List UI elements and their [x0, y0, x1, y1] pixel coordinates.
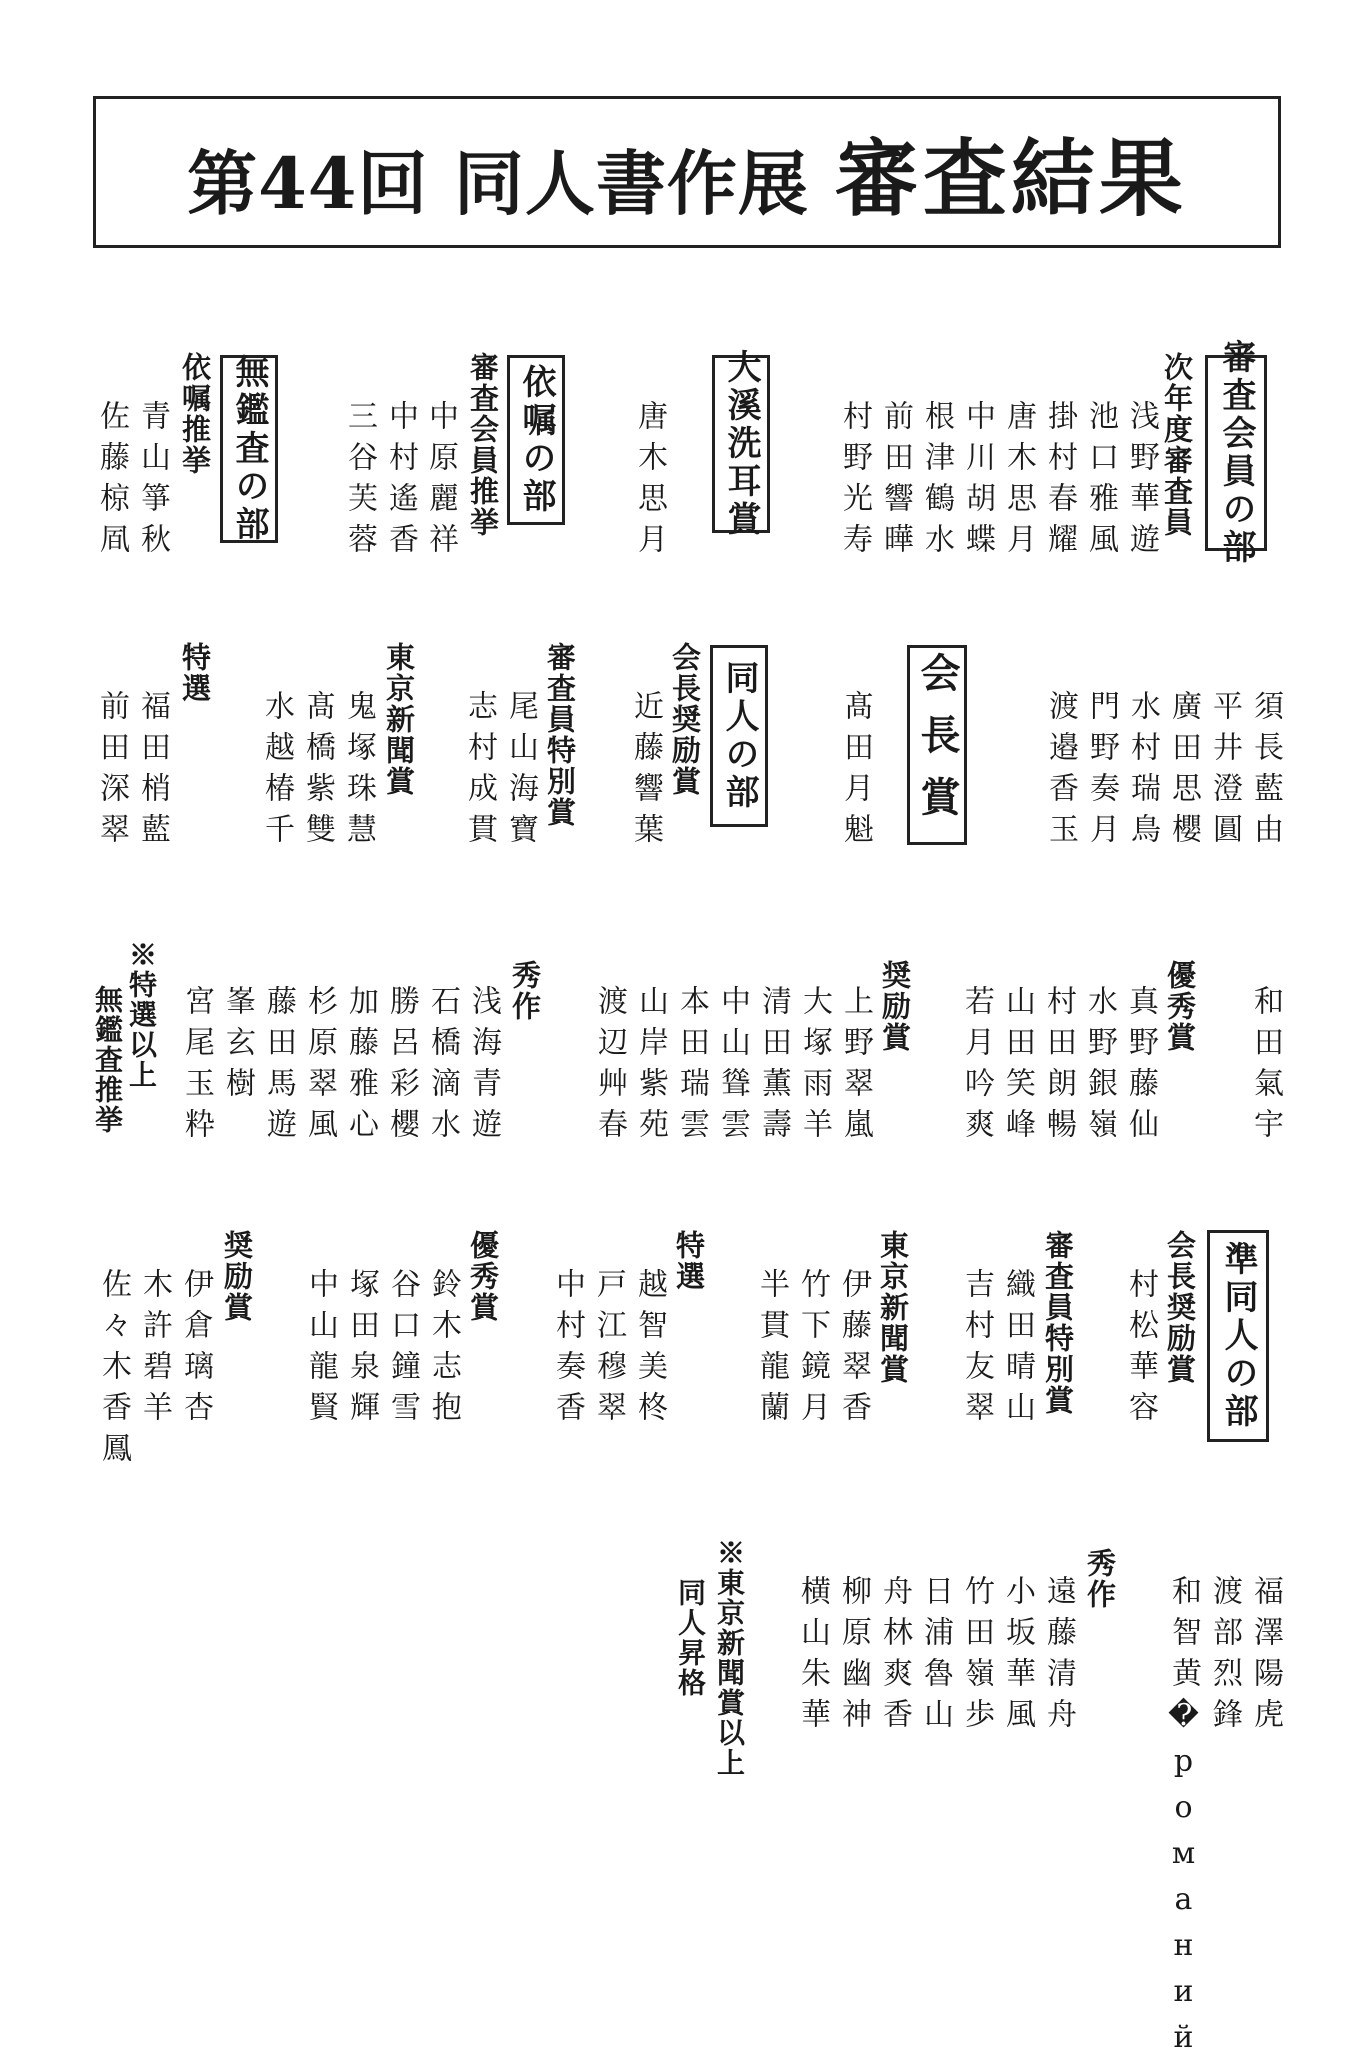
page-title	[187, 112, 1187, 233]
name-entry: 唐木思月	[632, 400, 667, 564]
name-entry: 宮尾玉粋	[179, 985, 214, 1149]
name-entry: 小坂華風	[1000, 1575, 1035, 1739]
award-jinendo-shinsain: 次年度審査員	[1160, 352, 1194, 538]
name-entry: 竹田嶺歩	[959, 1575, 994, 1739]
name-entry: 木許碧羊	[137, 1268, 172, 1432]
name-entry: 志村成貫	[462, 690, 497, 854]
name-entry: 唐木思月	[1001, 400, 1036, 564]
award-shinsain-tokubetsusho: 審査員特別賞	[543, 642, 577, 828]
name-entry: 村田朗暢	[1041, 985, 1076, 1149]
award-yushusho: 優秀賞	[1163, 960, 1197, 1053]
name-entry: 若月吟爽	[959, 985, 994, 1149]
name-entry: 山田笑峰	[1000, 985, 1035, 1149]
title-main: 第44回 同人書作展	[187, 141, 809, 225]
name-entry: 渡邉香玉	[1043, 690, 1078, 854]
name-entry: 峯玄樹	[220, 985, 255, 1108]
name-entry: 渡辺艸春	[592, 985, 627, 1149]
name-entry: 中村奏香	[550, 1268, 585, 1432]
name-entry: 清田薫壽	[756, 985, 791, 1149]
name-entry: 山岸紫苑	[633, 985, 668, 1149]
name-entry: 日浦魯山	[918, 1575, 953, 1739]
name-entry: 織田晴山	[1000, 1268, 1035, 1432]
section-kaicho: 会長賞	[907, 645, 967, 845]
name-entry: 戸江穆翠	[591, 1268, 626, 1432]
award-shoreisho: 奨励賞	[878, 960, 912, 1053]
award-kaicho-shoreisho: 会長奨励賞	[668, 642, 702, 797]
name-entry: 藤田馬遊	[261, 985, 296, 1149]
name-entry: 渡部烈鋒	[1207, 1575, 1242, 1739]
name-entry: 髙橋紫雙	[300, 690, 335, 854]
name-entry: 平井澄圓	[1207, 690, 1242, 854]
name-entry: 伊倉璃杏	[178, 1268, 213, 1432]
award-kaicho-shoreisho: 会長奨励賞	[1163, 1230, 1197, 1385]
award-tokusen: 特選	[672, 1230, 706, 1292]
name-entry: 根津鶴水	[919, 400, 954, 564]
name-entry: 池口雅風	[1083, 400, 1118, 564]
name-entry: 水村瑞鳥	[1125, 690, 1160, 854]
name-entry: 三谷芙蓉	[342, 400, 377, 564]
title-box	[93, 96, 1281, 248]
note-mukansa-suikyo: 無鑑査推挙	[91, 985, 124, 1135]
award-shoreisho: 奨励賞	[220, 1230, 254, 1323]
note-tokusen-ijo: ※特選以上	[125, 940, 158, 1090]
award-isho-suikyo: 依嘱推挙	[178, 352, 212, 476]
name-entry: 中山聳雲	[715, 985, 750, 1149]
name-entry: 半貫龍蘭	[754, 1268, 789, 1432]
award-shinsa-kaiin-suikyo: 審査会員推挙	[466, 352, 500, 538]
name-entry: 福澤陽虎	[1248, 1575, 1283, 1739]
note-tokyo-ijo: ※東京新聞賞以上	[713, 1538, 746, 1778]
name-entry: 和智黄�романий	[1166, 1575, 1201, 2066]
name-entry: 鬼塚珠慧	[341, 690, 376, 854]
award-tokyo-shinbunsho: 東京新聞賞	[876, 1230, 910, 1385]
name-entry: 浅海青遊	[466, 985, 501, 1149]
award-shusaku: 秀作	[1083, 1548, 1117, 1610]
name-entry: 中川胡蝶	[960, 400, 995, 564]
name-entry: 前田深翠	[94, 690, 129, 854]
name-entry: 鈴木志抱	[426, 1268, 461, 1432]
name-entry: 髙田月魁	[838, 690, 873, 854]
note-dojin-shokaku: 同人昇格	[674, 1578, 707, 1698]
section-shinsa-kaiin: 審査会員の部	[1205, 355, 1267, 551]
name-entry: 竹下鏡月	[795, 1268, 830, 1432]
section-dojin: 同人の部	[710, 645, 768, 827]
name-entry: 中原麗祥	[423, 400, 458, 564]
section-taikei-senji: 大溪洗耳賞	[712, 355, 770, 533]
name-entry: 中山龍賢	[303, 1268, 338, 1432]
name-entry: 伊藤翠香	[836, 1268, 871, 1432]
name-entry: 佐藤椋凮	[94, 400, 129, 564]
award-shinsain-tokubetsusho: 審査員特別賞	[1041, 1230, 1075, 1416]
name-entry: 横山朱華	[795, 1575, 830, 1739]
name-entry: 勝呂彩櫻	[384, 985, 419, 1149]
section-jun-dojin: 準同人の部	[1207, 1230, 1269, 1442]
name-entry: 門野奏月	[1084, 690, 1119, 854]
name-entry: 須長藍由	[1248, 690, 1283, 854]
section-isho: 依嘱の部	[507, 355, 565, 525]
section-mukansa: 無鑑査の部	[220, 355, 278, 543]
name-entry: 塚田泉輝	[344, 1268, 379, 1432]
name-entry: 大塚雨羊	[797, 985, 832, 1149]
name-entry: 越智美柊	[632, 1268, 667, 1432]
name-entry: 掛村春耀	[1042, 400, 1077, 564]
name-entry: 吉村友翠	[959, 1268, 994, 1432]
name-entry: 近藤響葉	[628, 690, 663, 854]
name-entry: 上野翠嵐	[838, 985, 873, 1149]
title-emphasis: 審査結果	[834, 128, 1187, 228]
name-entry: 福田梢藍	[135, 690, 170, 854]
name-entry: 石橋滴水	[425, 985, 460, 1149]
award-shusaku: 秀作	[508, 960, 542, 1022]
name-entry: 谷口鐘雪	[385, 1268, 420, 1432]
name-entry: 前田響曄	[878, 400, 913, 564]
name-entry: 舟林爽香	[877, 1575, 912, 1739]
name-entry: 本田瑞雲	[674, 985, 709, 1149]
name-entry: 遠藤清舟	[1041, 1575, 1076, 1739]
name-entry: 加藤雅心	[343, 985, 378, 1149]
award-yushusho: 優秀賞	[466, 1230, 500, 1323]
name-entry: 浅野華遊	[1124, 400, 1159, 564]
award-tokusen: 特選	[178, 642, 212, 704]
name-entry: 柳原幽神	[836, 1575, 871, 1739]
name-entry: 真野藤仙	[1123, 985, 1158, 1149]
name-entry: 中村遙香	[383, 400, 418, 564]
name-entry: 水野銀嶺	[1082, 985, 1117, 1149]
name-entry: 佐々木香鳳	[96, 1268, 131, 1473]
name-entry: 村野光寿	[837, 400, 872, 564]
name-entry: 尾山海寶	[503, 690, 538, 854]
name-entry: 水越椿千	[259, 690, 294, 854]
award-tokyo-shinbunsho: 東京新聞賞	[382, 642, 416, 797]
name-entry: 和田氣宇	[1248, 985, 1283, 1149]
name-entry: 村松華容	[1123, 1268, 1158, 1432]
name-entry: 廣田思櫻	[1166, 690, 1201, 854]
name-entry: 杉原翠風	[302, 985, 337, 1149]
name-entry: 青山箏秋	[135, 400, 170, 564]
